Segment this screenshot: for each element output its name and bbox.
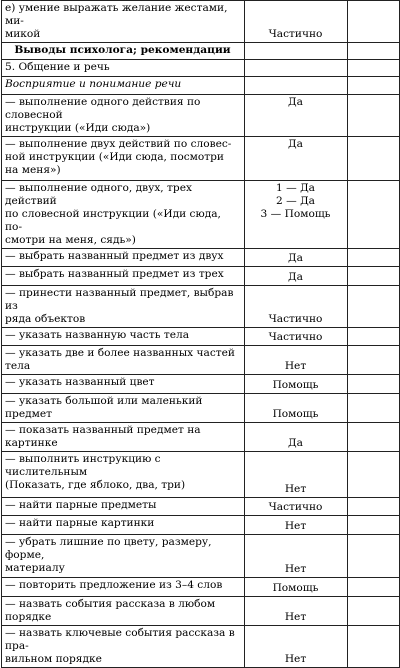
result-cell: Частично (245, 286, 348, 328)
criterion-cell: Выводы психолога; рекомендации (2, 43, 245, 60)
empty-cell (348, 578, 400, 597)
empty-cell (348, 375, 400, 394)
criterion-cell: — выполнение двух действий по словес- ной инструкции («Иди сюда, посмотри на меня») (2, 137, 245, 181)
criterion-cell: — указать названный цвет (2, 375, 245, 394)
empty-cell (348, 626, 400, 668)
result-cell: Да (245, 249, 348, 267)
result-cell: Помощь (245, 375, 348, 394)
table-row (2, 60, 400, 77)
result-cell: Нет (245, 346, 348, 375)
result-cell: Нет (245, 516, 348, 535)
criterion-cell: — указать названную часть тела (2, 328, 245, 346)
empty-cell (348, 43, 400, 60)
empty-cell (348, 77, 400, 95)
empty-cell (348, 1, 400, 43)
table-row (2, 267, 400, 286)
empty-cell (348, 452, 400, 498)
table-row (2, 43, 400, 60)
table-row (2, 346, 400, 375)
empty-cell (348, 394, 400, 423)
empty-cell (348, 597, 400, 626)
criterion-cell: — назвать ключевые события рассказа в пра- вильном порядке (2, 626, 245, 668)
empty-cell (348, 328, 400, 346)
empty-cell (348, 249, 400, 267)
table-row (2, 1, 400, 43)
table-row (2, 95, 400, 137)
criterion-cell: — выполнить инструкцию с числительным (Показать, где яблоко, два, три) (2, 452, 245, 498)
criterion-cell: — указать две и более названных частей тела (2, 346, 245, 375)
result-cell: Нет (245, 452, 348, 498)
empty-cell (348, 137, 400, 181)
criterion-cell: — убрать лишние по цвету, размеру, форме, материалу (2, 535, 245, 578)
empty-cell (348, 95, 400, 137)
criterion-cell: — показать названный предмет на картинке (2, 423, 245, 452)
table-row (2, 423, 400, 452)
result-cell: 1 — Да 2 — Да 3 — Помощь (245, 181, 348, 249)
table-row (2, 516, 400, 535)
criterion-cell: — повторить предложение из 3–4 слов (2, 578, 245, 597)
table-row (2, 394, 400, 423)
table-row (2, 286, 400, 328)
empty-cell (348, 286, 400, 328)
assessment-table-body (2, 1, 400, 668)
table-row (2, 328, 400, 346)
table-row (2, 375, 400, 394)
empty-cell (348, 423, 400, 452)
table-row (2, 181, 400, 249)
criterion-cell: Восприятие и понимание речи (2, 77, 245, 95)
result-cell: Нет (245, 626, 348, 668)
criterion-cell: — выбрать названный предмет из трех (2, 267, 245, 286)
empty-cell (348, 498, 400, 516)
result-cell (245, 77, 348, 95)
criterion-cell: — выбрать названный предмет из двух (2, 249, 245, 267)
result-cell: Помощь (245, 394, 348, 423)
empty-cell (348, 346, 400, 375)
criterion-cell: — выполнение одного, двух, трех действий по словесной инструкции («Иди сюда, по- смотри на меня, сядь») (2, 181, 245, 249)
empty-cell (348, 60, 400, 77)
criterion-cell: — найти парные предметы (2, 498, 245, 516)
result-cell: Частично (245, 498, 348, 516)
result-cell: Да (245, 95, 348, 137)
table-row (2, 578, 400, 597)
criterion-cell: — найти парные картинки (2, 516, 245, 535)
criterion-cell: е) умение выражать желание жестами, ми- микой (2, 1, 245, 43)
table-row (2, 498, 400, 516)
criterion-cell: 5. Общение и речь (2, 60, 245, 77)
table-row (2, 626, 400, 668)
empty-cell (348, 535, 400, 578)
empty-cell (348, 516, 400, 535)
table-row (2, 452, 400, 498)
result-cell: Да (245, 267, 348, 286)
criterion-cell: — назвать события рассказа в любом порядке (2, 597, 245, 626)
table-row (2, 597, 400, 626)
table-row (2, 137, 400, 181)
result-cell: Нет (245, 535, 348, 578)
result-cell (245, 43, 348, 60)
result-cell: Да (245, 423, 348, 452)
criterion-cell: — принести названный предмет, выбрав из ряда объектов (2, 286, 245, 328)
criterion-cell: — выполнение одного действия по словесной инструкции («Иди сюда») (2, 95, 245, 137)
result-cell: Частично (245, 1, 348, 43)
empty-cell (348, 181, 400, 249)
result-cell: Да (245, 137, 348, 181)
result-cell: Нет (245, 597, 348, 626)
result-cell: Частично (245, 328, 348, 346)
result-cell (245, 60, 348, 77)
table-row (2, 77, 400, 95)
empty-cell (348, 267, 400, 286)
table-row (2, 249, 400, 267)
assessment-table (1, 0, 400, 668)
result-cell: Помощь (245, 578, 348, 597)
criterion-cell: — указать большой или маленький предмет (2, 394, 245, 423)
table-row (2, 535, 400, 578)
